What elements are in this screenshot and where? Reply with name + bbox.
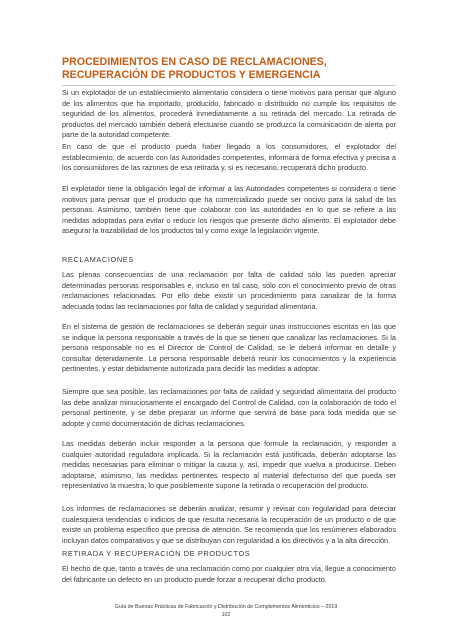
reclamaciones-paragraph-3: Siempre que sea posible, las reclamaciones por falta de calidad y seguridad alimentaria del producto las debe analizar minuciosamente el encargado del Control de Calidad, con la colaboración de todo el personal pertinente, y se debe preparar un informe que servirá de base para toda medida que se adopte y como documentación de dichas reclamaciones.: [62, 387, 396, 428]
intro-paragraph-1: Si un explotador de un establecimiento alimentario considera o tiene motivos para pensar que alguno de los alimentos que ha importado, producido, fabricado o distribuido no cumple los requisitos de seguridad de los alimentos, procederá inmediatamente a su retirada del mercado. La retirada de productos del mercado también deberá efectuarse cuando se produzca la comunicación de alerta por parte de la autoridad competente.: [62, 88, 396, 140]
reclamaciones-paragraph-4: Las medidas deberán incluir responder a la persona que formule la reclamación, y responder a cualquier autoridad reguladora implicada. Si la reclamación está justificada, deberán adoptarse las medidas necesarias para eliminar o mitigar la causa y, así, impedir que vuelva a producirse. Deben adoptarse, asimismo, las medidas pertinentes respecto al material defectuoso del que pueda ser representativo la muestra, lo que posiblemente supone la retirada o recuperación del producto.: [62, 439, 396, 491]
intro-paragraph-3: El explotador tiene la obligación legal de informar a las Autoridades competentes si considera o tiene motivos para pensar que el producto que ha comercializado puede ser nocivo para la salud de las personas. Asimismo, también tiene que colaborar con las autoridades en lo que se refiere a las medidas adoptadas para evitar o reducir los riesgos que presente dicho alimento. El explotador debe asegurar la trazabilidad de los productos tal y como exige la legislación vigente.: [62, 184, 396, 236]
page-number: 102: [221, 612, 231, 618]
reclamaciones-paragraph-2: En el sistema de gestión de reclamaciones se deberán seguir unas instrucciones escritas en las que se indique la persona responsable a través de la que se tienen que canalizar las reclamaciones. Si la persona responsable no es el Director de Control de Calidad, se le deberá informar en detalle y consultar detenidamente. La persona responsable deberá reunir los conocimientos y la experiencia pertinentes, y estar debidamente autorizada para decidir las medidas a adoptar.: [62, 322, 396, 374]
footer-text: Guía de Buenas Prácticas de Fabricación y Distribución de Complementos Alimenticios – 2019: [114, 604, 338, 610]
section-heading-reclamaciones: RECLAMACIONES: [62, 255, 134, 264]
retirada-paragraph-1: El hecho de que, tanto a través de una reclamación como por cualquier otra vía, llegue a conocimiento del fabricante un defecto en un producto puede forzar a recuperar dicho producto.: [62, 564, 396, 584]
intro-paragraph-2: En caso de que el producto pueda haber llegado a los consumidores, el explotador del establecimiento, de acuerdo con las Autoridades competentes, informará de forma efectiva y precisa a los consumidores de las razones de esa retirada y, si es necesario, recuperará dicho producto.: [62, 142, 396, 173]
title-divider: [62, 85, 396, 86]
section-heading-retirada: RETIRADA Y RECUPERACIÓN DE PRODUCTOS: [62, 549, 251, 558]
page-title: PROCEDIMIENTOS EN CASO DE RECLAMACIONES, RECUPERACIÓN DE PRODUCTOS Y EMERGENCIA: [62, 56, 327, 81]
reclamaciones-paragraph-1: Las plenas consecuencias de una reclamación por falta de calidad sólo las pueden apreciar determinadas personas responsables e, incluso en tal caso, sólo con el conocimiento previo de otras reclamaciones relacionadas. Por ello debe existir un procedimiento para canalizar de la forma adecuada todas las reclamaciones por falta de calidad y seguridad alimentaria.: [62, 270, 396, 311]
reclamaciones-paragraph-5: Los informes de reclamaciones se deberán analizar, resumir y revisar con regularidad para detectar cualesquiera tendencias o indicios de que resulta necesaria la recuperación de un producto o de que existe un problema específico que precisa de atención. Se recomienda que los resúmenes elaborados incluyan datos comparativos y que se distribuyan con regularidad a los directivos y a la alta dirección.: [62, 504, 396, 545]
